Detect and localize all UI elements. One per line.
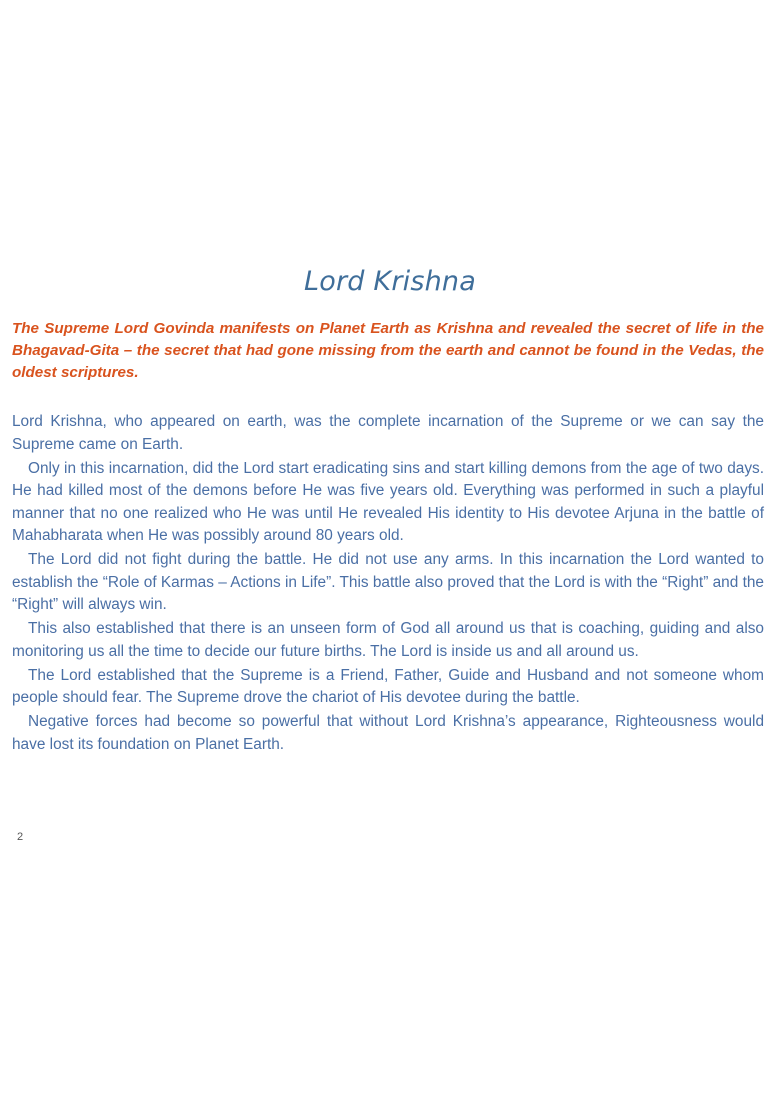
- intro-paragraph: The Supreme Lord Govinda manifests on Planet Earth as Krishna and revealed the secret of life in the Bhagavad-Gita – the secret that had gone missing from the earth and cannot be found in the Vedas, the oldest scriptures.: [12, 320, 764, 381]
- paragraph-3: The Lord did not fight during the battle. He did not use any arms. In this incarnation the Lord wanted to establish the “Role of Karmas – Actions in Life”. This battle also proved that the Lord is with the “Right” and the “Right” will always win.: [12, 551, 764, 613]
- paragraph-2: Only in this incarnation, did the Lord start eradicating sins and start killing demons from the age of two days. He had killed most of the demons before He was five years old. Everything was performed in such a playful manner that no one realized who He was until He revealed His identity to His devotee Arjuna in the battle of Mahabharata when He was possibly around 80 years old.: [12, 459, 764, 544]
- paragraph-4: This also established that there is an unseen form of God all around us that is coaching, guiding and also monitoring us all the time to decide our future births. The Lord is inside us and all around us.: [12, 620, 764, 660]
- paragraph-6: Negative forces had become so powerful that without Lord Krishna’s appearance, Righteousness would have lost its foundation on Planet Earth.: [12, 713, 764, 753]
- paragraph-5: The Lord established that the Supreme is a Friend, Father, Guide and Husband and not someone whom people should fear. The Supreme drove the chariot of His devotee during the battle.: [12, 666, 764, 706]
- body-text: [12, 411, 764, 758]
- paragraph-1: Lord Krishna, who appeared on earth, was the complete incarnation of the Supreme or we can say the Supreme came on Earth.: [12, 413, 764, 453]
- page-title: Lord Krishna: [304, 266, 476, 297]
- page-number: 2: [17, 831, 24, 843]
